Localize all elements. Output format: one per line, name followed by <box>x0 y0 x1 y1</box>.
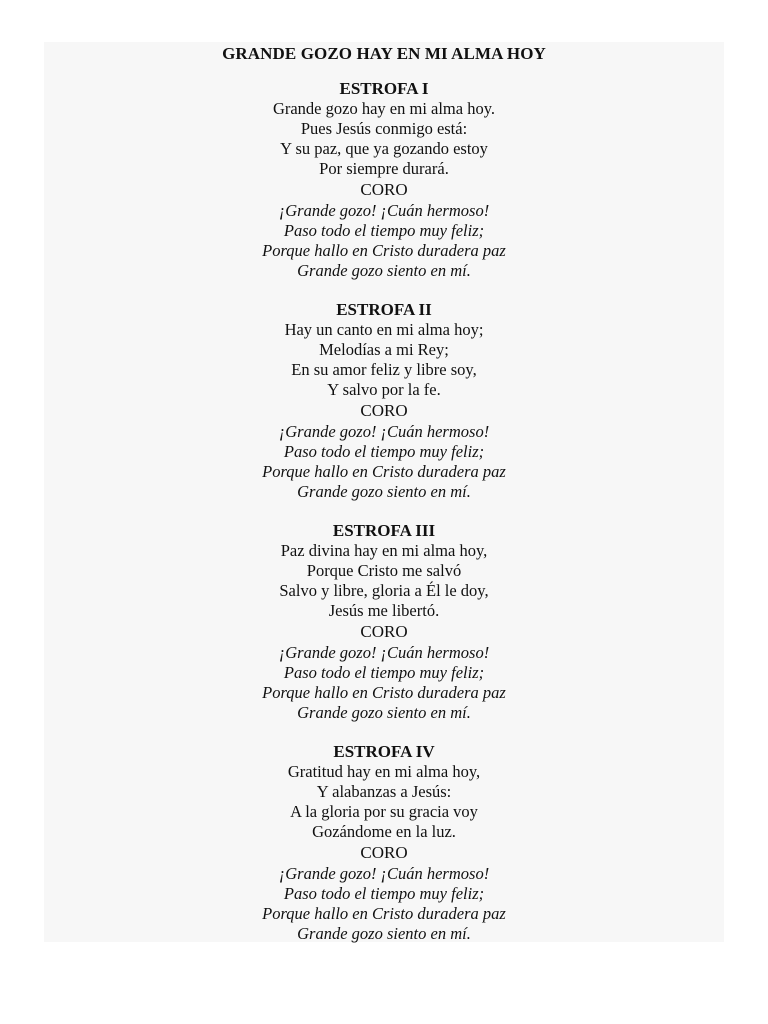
stanza-heading: ESTROFA IV <box>333 742 435 761</box>
chorus-line: ¡Grande gozo! ¡Cuán hermoso! <box>278 201 490 220</box>
verse-line: Paz divina hay en mi alma hoy, <box>280 541 488 560</box>
verse-line: Grande gozo hay en mi alma hoy. <box>272 99 496 118</box>
stanza-heading: ESTROFA III <box>332 521 436 540</box>
chorus-line: Porque hallo en Cristo duradera paz <box>262 904 506 923</box>
verse-line: Salvo y libre, gloria a Él le doy, <box>279 581 489 600</box>
chorus-line: ¡Grande gozo! ¡Cuán hermoso! <box>278 643 490 662</box>
stanza-heading: ESTROFA II <box>336 300 432 319</box>
verse-line: Y su paz, que ya gozando estoy <box>280 139 488 158</box>
verse-line: Jesús me libertó. <box>328 601 440 620</box>
verse-line: Hay un canto en mi alma hoy; <box>284 320 484 339</box>
stanza-1 <box>44 79 724 281</box>
chorus-line: Paso todo el tiempo muy feliz; <box>283 663 485 682</box>
chorus-line: Paso todo el tiempo muy feliz; <box>283 442 485 461</box>
verse-line: Por siempre durará. <box>319 159 449 178</box>
song-title: GRANDE GOZO HAY EN MI ALMA HOY <box>222 44 546 63</box>
stanza-4 <box>44 742 724 944</box>
verse-line: A la gloria por su gracia voy <box>290 802 478 821</box>
chorus-line: Grande gozo siento en mí. <box>297 482 471 501</box>
verse-line: Y salvo por la fe. <box>327 380 441 399</box>
chorus-line: Grande gozo siento en mí. <box>297 924 471 943</box>
stanza-2 <box>44 300 724 502</box>
verse-line: Gratitud hay en mi alma hoy, <box>287 762 481 781</box>
chorus-line: ¡Grande gozo! ¡Cuán hermoso! <box>278 864 490 883</box>
chorus-line: Grande gozo siento en mí. <box>297 261 471 280</box>
stanza-heading: ESTROFA I <box>339 79 429 98</box>
chorus-label: CORO <box>360 401 408 420</box>
chorus-line: Porque hallo en Cristo duradera paz <box>262 462 506 481</box>
verse-line: Melodías a mi Rey; <box>319 340 449 359</box>
verse-line: Y alabanzas a Jesús: <box>316 782 452 801</box>
chorus-line: Porque hallo en Cristo duradera paz <box>262 241 506 260</box>
verse-line: Porque Cristo me salvó <box>306 561 462 580</box>
verse-line: En su amor feliz y libre soy, <box>291 360 477 379</box>
chorus-line: Paso todo el tiempo muy feliz; <box>283 221 485 240</box>
chorus-line: ¡Grande gozo! ¡Cuán hermoso! <box>278 422 490 441</box>
chorus-line: Paso todo el tiempo muy feliz; <box>283 884 485 903</box>
chorus-label: CORO <box>360 180 408 199</box>
document-page <box>44 42 724 942</box>
verse-line: Gozándome en la luz. <box>312 822 456 841</box>
verse-line: Pues Jesús conmigo está: <box>300 119 468 138</box>
chorus-line: Porque hallo en Cristo duradera paz <box>262 683 506 702</box>
chorus-label: CORO <box>360 622 408 641</box>
chorus-label: CORO <box>360 843 408 862</box>
chorus-line: Grande gozo siento en mí. <box>297 703 471 722</box>
stanza-3 <box>44 521 724 723</box>
